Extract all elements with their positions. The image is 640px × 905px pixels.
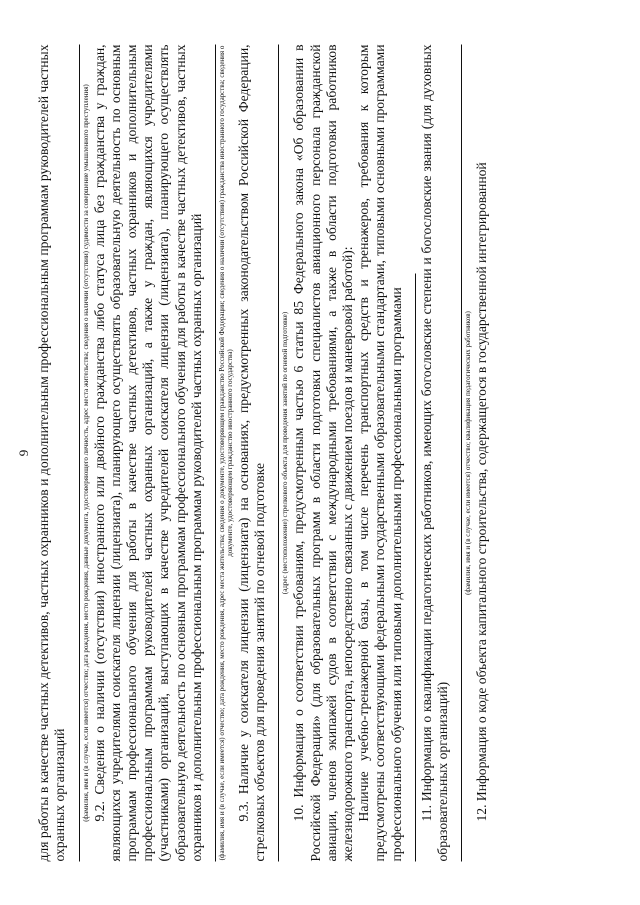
intro-paragraph: для работы в качестве частных детективов, частных охранников и дополнительным профессиональным программам руководителей частных охранных организаций [36,44,68,861]
section-10-paragraph: 10. Информация о соответствии требованиям, предусмотренным частью 6 статьи 85 Федерального закона «Об образовании в Российской Федерации» (для образовательных программ в области подготовки специалистов авиационного персонала гражданской авиации, членов экипажей судов в соответствии с международными требованиями, а также в области подготовки работников железнодорожного транспорта, непосредственно связанных с движением поездов и маневровой работой): [291,44,356,861]
page-number: 9 [16,449,31,456]
fill-in-line [269,44,279,861]
section-11-paragraph: 11. Информация о квалификации педагогических работников, имеющих богословские степени и богословские звания (для духовных образовательных организаций) [418,44,451,861]
fill-in-line [70,44,80,861]
fill-in-line [406,273,416,861]
field-caption: (фамилия, имя и (в случае, если имеется) отчество; квалификация педагогических работников) [464,310,473,595]
field-caption: (фамилия, имя и (в случае, если имеется) отчество; дата рождения, место рождения, адрес места жительства; сведения о документе, удостоверяющем гражданство Российской Федерации; сведения о наличии (отсутствии) гражданства иностранного государства; сведения о документе, удостоверяющем гражданство иностранного государства) [218,45,235,860]
fill-in-line [452,44,462,861]
section-9-3-paragraph: 9.3. Наличие у соискателя лицензии (лицензиата) на основаниях, предусмотренных законодательством Российской Федерации, стрелковых объектов для проведения занятий по огневой подготовке [236,44,268,861]
fill-in-line [206,44,216,861]
field-caption: (фамилия, имя и (в случае, если имеется) отчество; дата рождения, место рождения, данные документа, удостоверяющего личность, адрес места жительства; сведения о наличии (отсутствии) судимости за совершение умышленного преступления) [81,83,90,822]
section-9-2-paragraph: 9.2. Сведения о наличии (отсутствии) иностранного или двойного гражданства либо статуса лица без гражданства у граждан, являющихся учредителями соискателя лицензии (лицензиата), планирующего осуществлять образовательную деятельность по основным программам профессионального обучения для работы в качестве частных детективов, частных охранников и дополнительным профессиональным программам руководителей частных охранных организаций, а также у граждан, являющихся учредителями (участниками) организаций, выступающих в качестве учредителей соискателя лицензии (лицензиата), планирующего осуществлять образовательную деятельность по основным программам профессионального обучения для работы в качестве частных детективов, частных охранников и дополнительным профессиональным программам руководителей частных охранных организаций [91,44,204,861]
field-caption: (адрес (местоположение) стрелкового объекта для проведения занятий по огневой подготовке) [281,311,290,594]
section-10-training-base-paragraph: Наличие учебно-тренажерной базы, в том числе перечень транспортных средств и тренажеров, требования к которым предусмотрены соответствующими федеральными государственными образовательными стандартами, типовыми основными программами профессионального обучения или типовыми дополнительными профессиональными программами [356,44,404,861]
section-12-paragraph: 12. Информация о коде объекта капитального строительства, содержащегося в государственной интегрированной [474,161,490,821]
document-page [10,10,630,895]
